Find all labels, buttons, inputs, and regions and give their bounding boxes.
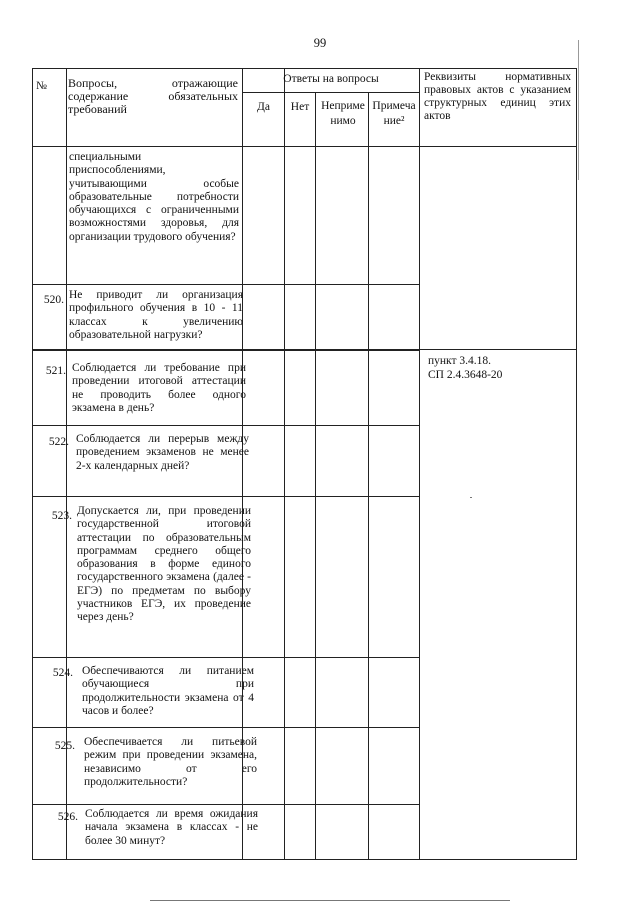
row-520-number: 520. [43,294,64,306]
row-524-question: Обеспечиваются ли питанием обучающиеся при продолжительности экзамена от 4 часов и более? [82,665,254,717]
row-523-question: Допускается ли, при проведении государственной итоговой аттестации по образовательным программам среднего общего образования в форме единого государственного экзамена (далее - ЕГЭ) по предметам по выбору участников ЕГЭ, их проведение через день? [77,505,251,624]
page-number: 99 [313,36,327,50]
row-522-question: Соблюдается ли перерыв между проведением экзаменов не менее 2-х календарных дней? [76,433,249,472]
requisites-standard: СП 2.4.3648-20 [428,369,503,381]
row-526-question: Соблюдается ли время ожидания начала экзамена в классах - не более 30 минут? [85,808,258,847]
scan-dot [470,497,472,498]
table-border-top [32,68,577,69]
scan-mark-top-right [578,40,579,180]
row-divider-525 [32,804,419,805]
row-526-number: 526. [57,811,78,823]
table-border-left [32,68,33,860]
header-no: Нет [290,101,310,113]
header-bottom-line [32,146,577,147]
requisites-clause: пункт 3.4.18. [428,355,492,367]
header-not-applicable: Неприменимо [321,100,365,127]
header-answers-group: Ответы на вопросы [283,73,379,85]
row-522-number: 522. [48,436,69,448]
scan-mark-bottom [150,900,510,901]
col-divider-note [419,68,420,860]
row-521-question: Соблюдается ли требование при проведении итоговой аттестации не проводить более одного экзамена в день? [72,362,246,414]
row-520-question: Не приводит ли организация профильного обучения в 10 - 11 классах к увеличению образовательной нагрузки? [69,289,243,341]
table-border-right [576,68,577,860]
col-divider-no [315,92,316,860]
col-divider-na [368,92,369,860]
header-requisites: Реквизиты нормативных правовых актов с указанием структурных единиц этих актов [424,71,571,122]
row-divider-524 [32,727,419,728]
row-525-number: 525. [54,740,75,752]
row-523-number: 523. [51,510,72,522]
answers-group-divider [242,92,419,93]
row-divider-519 [32,284,419,285]
table-border-bottom [32,859,577,860]
col-divider-yes [284,68,285,860]
inspection-checklist-table [32,68,577,860]
row-divider-523 [32,657,419,658]
row-524-number: 524. [52,667,73,679]
row-525-question: Обеспечивается ли питьевой режим при проведении экзамена, независимо от его продолжительности? [84,736,257,788]
row-divider-522 [32,496,419,497]
header-yes: Да [257,101,270,113]
question-519-continuation: специальными приспособлениями, учитывающими особые образовательные потребности обучающихся с ограниченными возможностями здоровья, для организации трудового обучения? [69,151,239,243]
header-number: № [36,80,47,92]
header-questions: Вопросы, отражающие содержание обязательных требований [68,77,238,116]
section-divider-line [32,349,577,350]
row-521-number: 521. [45,365,66,377]
header-note: Примечание² [372,100,416,127]
row-divider-520 [32,350,419,351]
row-divider-521 [32,425,419,426]
